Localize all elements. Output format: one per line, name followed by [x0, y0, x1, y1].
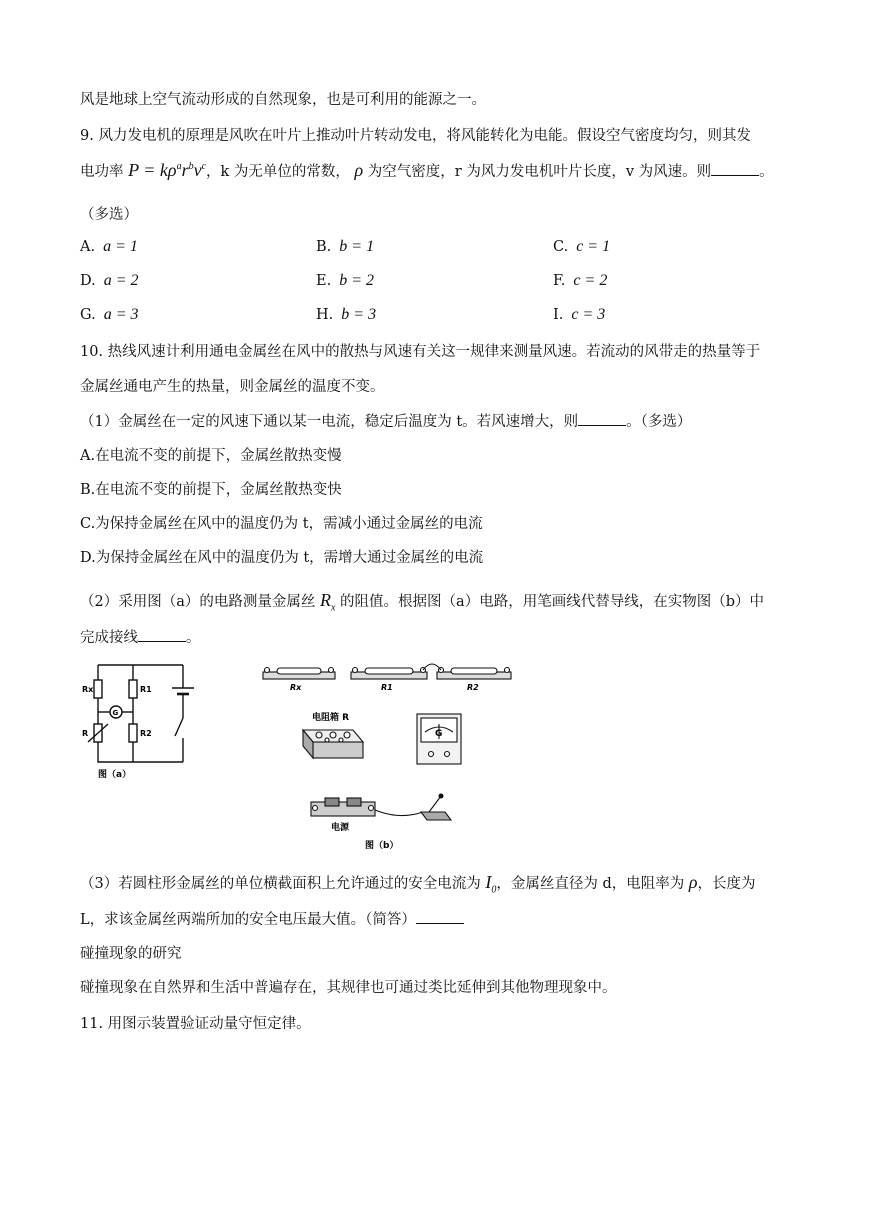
q9-answer-blank[interactable]	[711, 163, 759, 176]
q9-option-text: b = 3	[341, 306, 377, 323]
q10-p3-line2-text: L，求该金属丝两端所加的安全电压最大值。（简答）	[80, 912, 416, 928]
fig-a-g-label: G	[112, 709, 119, 717]
q9-option-label: H.	[316, 307, 334, 323]
q9-option-i[interactable]	[553, 306, 605, 324]
intro-text: 风是地球上空气流动形成的自然现象，也是可利用的能源之一。	[80, 92, 486, 108]
rho-symbol: ρ	[354, 160, 364, 180]
q9-option-c[interactable]	[553, 238, 610, 256]
fig-b-g-label: G	[435, 729, 443, 739]
q9-option-text: c = 2	[573, 272, 608, 289]
q9-text-b: ，k 为无单位的常数，	[206, 164, 350, 180]
fig-a-r-label: R	[82, 729, 89, 738]
q9-line2	[80, 160, 774, 181]
q9-option-text: b = 1	[339, 238, 375, 255]
q9-option-e[interactable]	[316, 272, 374, 290]
q10-p2-line2	[80, 626, 201, 647]
q10-line1: 10. 热线风速计利用通电金属丝在风中的散热与风速有关这一规律来测量风速。若流动的风带走的热量等于	[80, 344, 761, 360]
fig-b-r1-label: R1	[381, 683, 393, 692]
q9-line1: 9. 风力发电机的原理是风吹在叶片上推动叶片转动发电，将风能转化为电能。假设空气密度均匀，则其发	[80, 128, 751, 144]
q9-multi-note: （多选）	[80, 207, 138, 223]
q10-p1	[80, 410, 691, 431]
q10-p1-blank[interactable]	[578, 413, 626, 426]
rx-symbol: $R_x$	[319, 590, 336, 614]
q11-text: 11. 用图示装置验证动量守恒定律。	[80, 1016, 311, 1032]
q9-option-label: D.	[80, 273, 96, 289]
q9-option-label: E.	[316, 273, 332, 289]
q10-p2	[80, 590, 764, 614]
fig-a-r1-label: R1	[140, 685, 152, 694]
fig-a-rx-label: Rx	[82, 685, 94, 694]
q9-option-label: F.	[553, 273, 566, 289]
q9-text-a: 电功率	[80, 164, 124, 180]
q9-option-h[interactable]	[316, 306, 376, 324]
q9-option-g[interactable]	[80, 306, 138, 324]
q9-option-text: a = 2	[103, 272, 139, 289]
q9-text-c: 为空气密度，r 为风力发电机叶片长度，v 为风速。则	[367, 164, 712, 180]
fig-b-box-label: 电阻箱 R	[312, 713, 350, 723]
q10-p2-text-a: （2）采用图（a）的电路测量金属丝	[80, 594, 316, 610]
fig-b-source-label: 电源	[331, 823, 350, 833]
q9-option-b[interactable]	[316, 238, 374, 256]
q10-option-d[interactable]: D.为保持金属丝在风中的温度仍为 t，需增大通过金属丝的电流	[80, 550, 484, 566]
fig-a-r2-label: R2	[140, 729, 152, 738]
figure-a-circuit	[78, 660, 198, 785]
q10-p2-blank[interactable]	[138, 629, 186, 642]
q9-option-d[interactable]	[80, 272, 139, 290]
q9-option-label: I.	[553, 307, 564, 323]
q10-p3-text-a: （3）若圆柱形金属丝的单位横截面积上允许通过的安全电流为	[80, 876, 481, 892]
q10-option-a[interactable]: A.在电流不变的前提下，金属丝散热变慢	[80, 448, 342, 464]
figure-b-apparatus	[255, 660, 520, 855]
q10-option-c[interactable]: C.为保持金属丝在风中的温度仍为 t，需减小通过金属丝的电流	[80, 516, 483, 532]
q10-p3-text-c: ，长度为	[697, 876, 756, 892]
q9-option-text: b = 2	[339, 272, 374, 289]
section-desc: 碰撞现象在自然界和生活中普遍存在，其规律也可通过类比延伸到其他物理现象中。	[80, 980, 617, 996]
section-title: 碰撞现象的研究	[80, 946, 182, 962]
q10-p3	[80, 872, 755, 896]
q9-option-text: c = 1	[576, 238, 611, 255]
q9-option-label: G.	[80, 307, 96, 323]
q9-option-a[interactable]	[80, 238, 138, 256]
fig-a-caption: 图（a）	[98, 770, 132, 780]
q10-p3-text-b: ，金属丝直径为 d，电阻率为	[496, 876, 685, 892]
q10-p1-end: 。（多选）	[626, 414, 692, 430]
i0-symbol: $I_0$	[485, 872, 497, 896]
q9-formula: $P = k\rho^ar^bv^c$	[128, 160, 207, 180]
q10-line2: 金属丝通电产生的热量，则金属丝的温度不变。	[80, 379, 385, 395]
q9-option-f[interactable]	[553, 272, 607, 290]
q10-p2-line2-text: 完成接线	[80, 630, 138, 646]
q9-option-text: a = 3	[103, 306, 139, 323]
q10-option-b[interactable]: B.在电流不变的前提下，金属丝散热变快	[80, 482, 342, 498]
q10-p1-text: （1）金属丝在一定的风速下通以某一电流，稳定后温度为 t。若风速增大，则	[80, 414, 579, 430]
q10-p3-blank[interactable]	[416, 911, 464, 924]
q9-option-text: c = 3	[571, 306, 606, 323]
q10-p2-text-b: 的阻值。根据图（a）电路，用笔画线代替导线，在实物图（b）中	[340, 594, 764, 610]
q10-p2-end: 。	[186, 630, 201, 646]
rho-symbol-2: ρ	[688, 872, 698, 892]
q9-option-label: B.	[316, 239, 332, 255]
q10-p3-line2	[80, 908, 464, 929]
fig-b-r2-label: R2	[467, 683, 479, 692]
q9-text-end: 。	[759, 164, 774, 180]
q9-option-label: A.	[80, 239, 96, 255]
q9-option-text: a = 1	[103, 238, 138, 255]
fig-b-rx-label: Rx	[290, 683, 302, 692]
fig-b-caption: 图（b）	[365, 841, 399, 851]
q9-option-label: C.	[553, 239, 569, 255]
